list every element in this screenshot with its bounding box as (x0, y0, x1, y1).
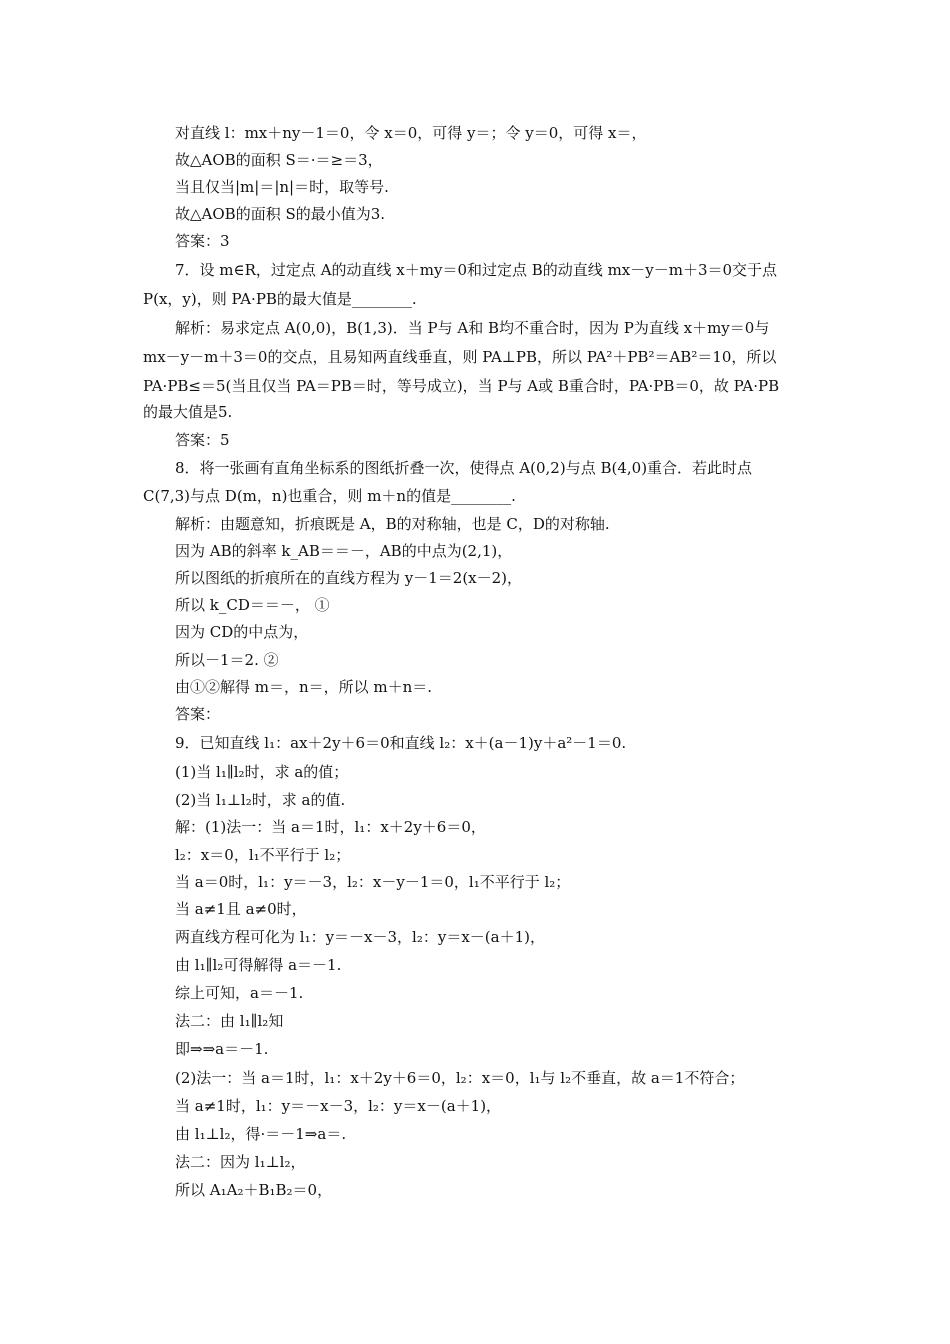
text-line: 答案： (175, 705, 221, 723)
text-line: 当 a≠1时，l₁：y＝－x－3，l₂：y＝x－(a＋1)， (175, 1097, 502, 1115)
text-line: PA·PB≤＝5(当且仅当 PA＝PB＝时，等号成立)，当 P与 A或 B重合时，PA·PB＝0，故 PA·PB (143, 377, 780, 395)
text-line: 解析：由题意知，折痕既是 A，B的对称轴，也是 C，D的对称轴. (175, 515, 610, 533)
text-line: 所以 k_CD＝＝－， ① (175, 596, 330, 614)
text-line: 答案：5 (175, 431, 230, 449)
text-line: 当 a≠1且 a≠0时， (175, 900, 307, 918)
text-line: 8．将一张画有直角坐标系的图纸折叠一次，使得点 A(0,2)与点 B(4,0)重合．若此时点 (175, 459, 753, 477)
text-line: 所以－1＝2. ② (175, 651, 279, 669)
text-line: 答案：3 (175, 232, 230, 250)
text-line: 的最大值是5. (143, 403, 233, 421)
text-line: 所以图纸的折痕所在的直线方程为 y－1＝2(x－2)， (175, 569, 523, 587)
text-line: 法二：因为 l₁⊥l₂， (175, 1153, 306, 1171)
text-line: 由①②解得 m＝，n＝，所以 m＋n＝. (175, 678, 433, 696)
text-line: (2)法一：当 a＝1时，l₁：x＋2y＋6＝0，l₂：x＝0，l₁与 l₂不垂直，故 a＝1不符合； (175, 1069, 745, 1087)
text-line: 因为 AB的斜率 k_AB＝＝－，AB的中点为(2,1)， (175, 542, 513, 560)
text-line: 解：(1)法一：当 a＝1时，l₁：x＋2y＋6＝0， (175, 818, 486, 836)
text-line: 由 l₁⊥l₂，得·＝－1⇒a＝. (175, 1125, 347, 1143)
text-line: 7．设 m∈R，过定点 A的动直线 x＋my＝0和过定点 B的动直线 mx－y－m＋3＝0交于点 (175, 261, 778, 279)
text-line: l₂：x＝0，l₁不平行于 l₂； (175, 846, 351, 864)
text-line: 对直线 l：mx＋ny－1＝0，令 x＝0，可得 y＝；令 y＝0，可得 x＝， (175, 124, 647, 142)
text-line: 故△AOB的面积 S的最小值为3. (175, 205, 386, 223)
text-line: 因为 CD的中点为， (175, 623, 309, 641)
text-line: 当且仅当|m|＝|n|＝时，取等号. (175, 178, 389, 196)
text-line: 两直线方程可化为 l₁：y＝－x－3，l₂：y＝x－(a＋1)， (175, 928, 545, 946)
text-line: C(7,3)与点 D(m，n)也重合，则 m＋n的值是________. (143, 487, 516, 505)
text-line: mx－y－m＋3＝0的交点，且易知两直线垂直，则 PA⊥PB，所以 PA²＋PB²＝AB²＝10，所以 (143, 348, 777, 366)
text-line: 法二：由 l₁∥l₂知 (175, 1012, 284, 1030)
text-line: 所以 A₁A₂＋B₁B₂＝0， (175, 1181, 333, 1199)
text-line: (2)当 l₁⊥l₂时，求 a的值. (175, 791, 346, 809)
text-line: 当 a＝0时，l₁：y＝－3，l₂：x－y－1＝0，l₁不平行于 l₂； (175, 873, 571, 891)
text-line: 故△AOB的面积 S＝·＝≥＝3， (175, 151, 383, 169)
text-line: 解析：易求定点 A(0,0)，B(1,3)．当 P与 A和 B均不重合时，因为 P为直线 x＋my＝0与 (175, 319, 770, 337)
text-line: P(x，y)，则 PA·PB的最大值是________. (143, 290, 417, 308)
text-line: 综上可知，a＝－1. (175, 984, 304, 1002)
text-line: 即⇒⇒a＝－1. (175, 1040, 269, 1058)
text-line: 9．已知直线 l₁：ax＋2y＋6＝0和直线 l₂：x＋(a－1)y＋a²－1＝0. (175, 734, 627, 752)
text-line: (1)当 l₁∥l₂时，求 a的值； (175, 763, 349, 781)
text-line: 由 l₁∥l₂可得解得 a＝－1. (175, 956, 342, 974)
